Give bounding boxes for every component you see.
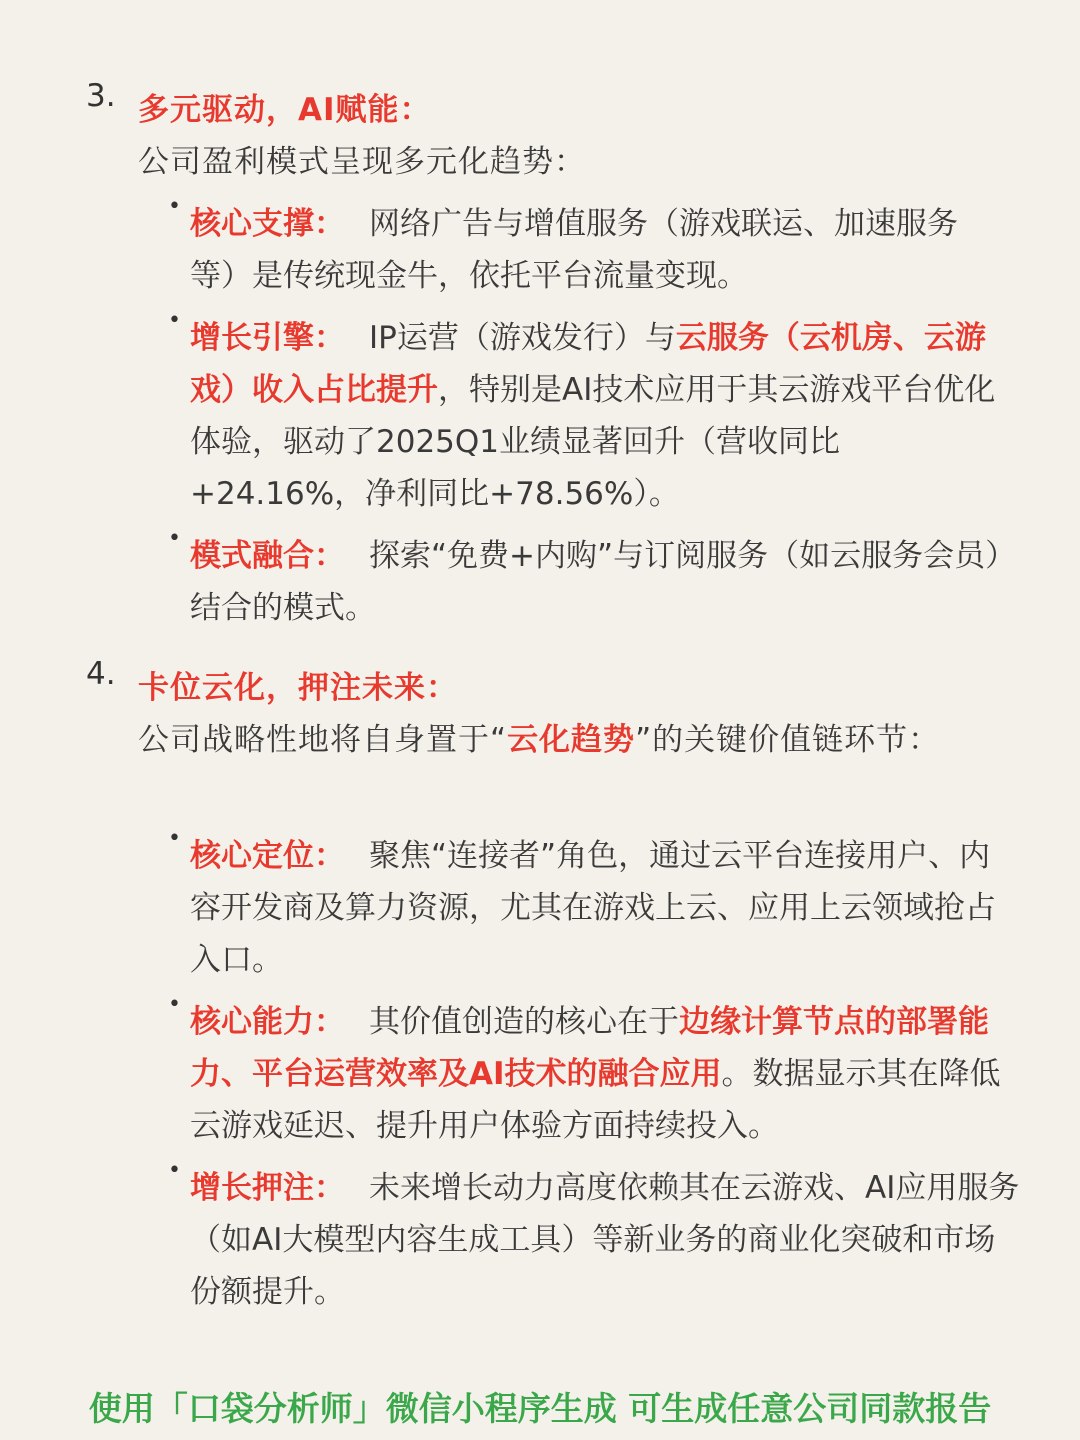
bullet-item bbox=[168, 194, 990, 302]
section-number: 3. bbox=[86, 78, 116, 114]
intro-text: 公司战略性地将自身置于“ bbox=[138, 722, 508, 758]
bullet-label: 核心能力： bbox=[190, 1004, 345, 1040]
bullet-item bbox=[168, 308, 1012, 520]
section-intro bbox=[138, 714, 958, 767]
bullet-label: 增长押注： bbox=[190, 1170, 345, 1206]
bullet-item bbox=[168, 826, 1012, 986]
bullet-label: 核心定位： bbox=[190, 838, 345, 874]
bullet-text: IP运营（游戏发行）与 bbox=[369, 320, 676, 356]
footer-promo: 使用「口袋分析师」微信小程序生成 可生成任意公司同款报告 bbox=[88, 1389, 992, 1428]
bullet-item bbox=[168, 1158, 1020, 1318]
bullet-text: 未来增长动力高度依赖其在云游戏、AI应用服务（如AI大模型内容生成工具）等新业务的商业化突破和市场份额提升。 bbox=[190, 1170, 1020, 1310]
section-heading: 多元驱动，AI赋能： bbox=[138, 92, 432, 128]
bullet-dot-icon: • bbox=[168, 992, 181, 1017]
bullet-dot-icon: • bbox=[168, 308, 181, 333]
bullet-dot-icon: • bbox=[168, 1158, 181, 1183]
bullet-highlight: 云服务（云机房、云游戏）收入占比提升 bbox=[190, 320, 986, 408]
bullet-dot-icon: • bbox=[168, 194, 181, 219]
bullet-text: ，特别是AI技术应用于其云游戏平台优化体验，驱动了2025Q1业绩显著回升（营收同比+24.16%，净利同比+78.56%）。 bbox=[190, 372, 996, 512]
bullet-label: 核心支撑： bbox=[190, 206, 345, 242]
bullet-item bbox=[168, 526, 1020, 634]
intro-highlight: 云化趋势 bbox=[507, 722, 636, 758]
bullet-label: 增长引擎： bbox=[190, 320, 345, 356]
bullet-text: 聚焦“连接者”角色，通过云平台连接用户、内容开发商及算力资源，尤其在游戏上云、应用上云领域抢占入口。 bbox=[190, 838, 996, 978]
bullet-text: 其价值创造的核心在于 bbox=[369, 1004, 679, 1040]
intro-text: ”的关键价值链环节： bbox=[635, 722, 941, 758]
section-intro: 公司盈利模式呈现多元化趋势： bbox=[138, 144, 586, 180]
bullet-highlight: 边缘计算节点的部署能力、平台运营效率及AI技术的融合应用 bbox=[190, 1004, 989, 1092]
bullet-dot-icon: • bbox=[168, 526, 181, 551]
bullet-text: 探索“免费+内购”与订阅服务（如云服务会员）结合的模式。 bbox=[190, 538, 1017, 626]
bullet-text: 网络广告与增值服务（游戏联运、加速服务等）是传统现金牛，依托平台流量变现。 bbox=[190, 206, 958, 294]
bullet-text: 。数据显示其在降低云游戏延迟、提升用户体验方面持续投入。 bbox=[190, 1056, 1001, 1144]
bullet-dot-icon: • bbox=[168, 826, 181, 851]
section-heading: 卡位云化，押注未来： bbox=[138, 670, 458, 706]
bullet-item bbox=[168, 992, 1020, 1152]
bullet-label: 模式融合： bbox=[190, 538, 345, 574]
section-number: 4. bbox=[86, 656, 116, 692]
